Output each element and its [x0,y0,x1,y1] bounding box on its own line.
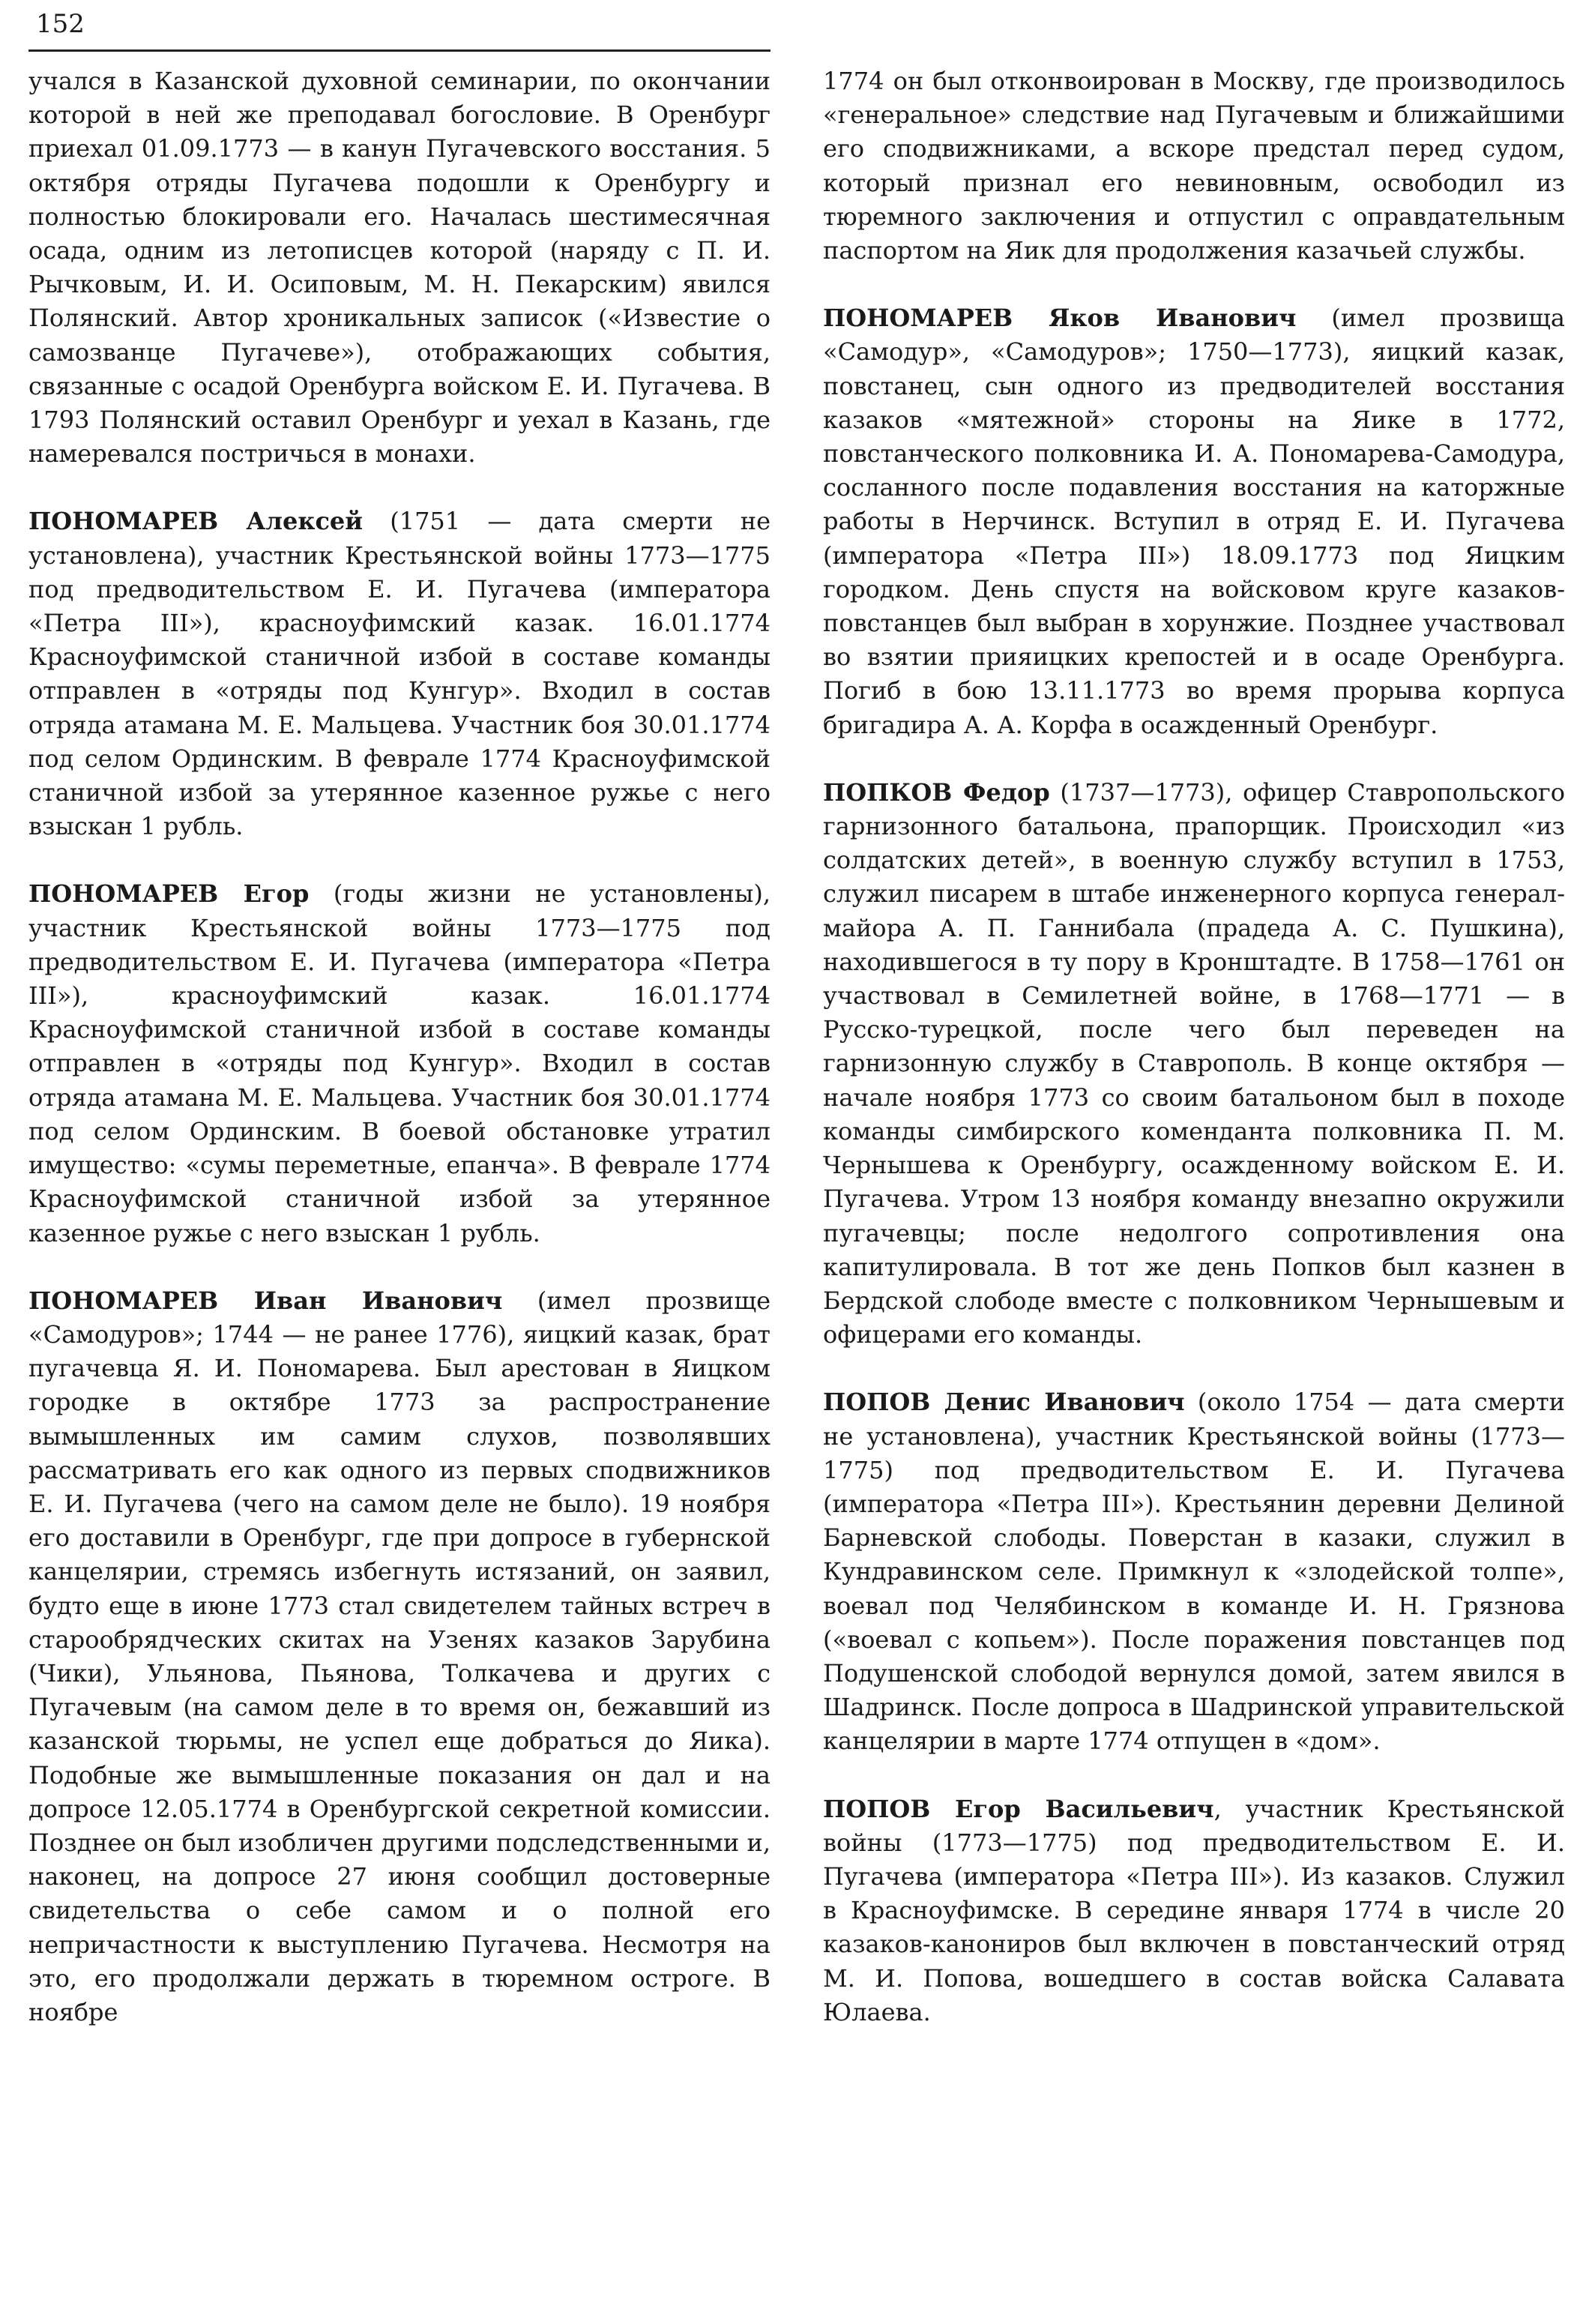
entry-paragraph [823,1792,1565,2029]
entry-headword: ПОНОМАРЕВ Егор [28,879,310,909]
entry-headword: ПОПКОВ Федор [823,777,1050,807]
entry-headword: ПОНОМАРЕВ Алексей [28,507,364,536]
entry-paragraph [823,776,1565,1352]
entry-text: (годы жизни не установлены), участник Крестьянской войны 1773—1775 под предводительством Е. И. Пугачева (императора «Петра III»), красноуфимский казак. 16.01.1774 Красноуфимской станичной избой в составе команды отправлен в «отряды под Кунгур». Входил в состав отряда атамана М. Е. Мальцева. Участник боя 30.01.1774 под селом Ординским. В боевой обстановке утратил имущество: «сумы переметные, епанча». В феврале 1774 Красноуфимской станичной избой за утерянное казенное ружье с него взыскан 1 рубль. [28,879,771,1247]
entry-paragraph [28,1284,771,2029]
entry-paragraph [28,64,771,471]
header-rule [28,49,771,52]
entry-text: , участник Крестьянской войны (1773—1775) под предводительством Е. И. Пугачева (императора «Петра III»). Из казаков. Служил в Красноуфимске. В середине января 1774 в числе 20 казаков-канониров был включен в повстанческий отряд М. И. Попова, вошедшего в состав войска Салавата Юлаева. [823,1794,1566,2026]
right-column [823,64,1565,2063]
entry-paragraph [823,1385,1565,1758]
left-column [28,64,771,2063]
entry-paragraph [823,64,1565,268]
entry-headword: ПОПОВ Егор Васильевич [823,1794,1214,1823]
entry-text: (около 1754 — дата смерти не установлена), участник Крестьянской войны (1773—1775) под предводительством Е. И. Пугачева (императора «Петра III»). Крестьянин деревни Делиной Барневской слободы. Поверстан в казаки, служил в Кундравинском селе. Примкнул к «злодейской толпе», воевал под Челябинском в команде И. Н. Грязнова («воевал с копьем»). После поражения повстанцев под Подушенской слободой вернулся домой, затем явился в Шадринск. После допроса в Шадринской управительской канцелярии в марте 1774 отпущен в «дом». [823,1388,1566,1756]
entry-headword: ПОНОМАРЕВ Яков Иванович [823,304,1297,333]
entry-paragraph [28,877,771,1250]
entry-paragraph [28,505,771,843]
entry-paragraph [823,301,1565,742]
entry-text: 1774 он был отконвоирован в Москву, где производилось «генеральное» следствие над Пугачевым и ближайшими его сподвижниками, а вскоре предстал перед судом, который признал его невиновным, освободил из тюремного заключения и отпустил с оправдательным паспортом на Яик для продолжения казачьей службы. [823,67,1565,265]
entry-headword: ПОНОМАРЕВ Иван Иванович [28,1286,503,1315]
entry-text: (1751 — дата смерти не установлена), участник Крестьянской войны 1773—1775 под предводительством Е. И. Пугачева (императора «Петра III»), красноуфимский казак. 16.01.1774 Красноуфимской станичной избой в составе команды отправлен в «отряды под Кунгур». Входил в состав отряда атамана М. Е. Мальцева. Участник боя 30.01.1774 под селом Ординским. В феврале 1774 Красноуфимской станичной избой за утерянное казенное ружье с него взыскан 1 рубль. [28,507,771,841]
entry-headword: ПОПОВ Денис Иванович [823,1388,1185,1417]
entry-text: (1737—1773), офицер Ставропольского гарнизонного батальона, прапорщик. Происходил «из солдатских детей», в военную службу вступил в 1753, служил писарем в штабе инженерного корпуса генерал-майора А. П. Ганнибала (прадеда А. С. Пушкина), находившегося в ту пору в Кронштадте. В 1758—1761 он участвовал в Семилетней войне, в 1768—1771 — в Русско-турецкой, после чего был переведен на гарнизонную службу в Ставрополь. В конце октября — начале ноября 1773 со своим батальоном был в походе команды симбирского коменданта полковника П. М. Чернышева к Оренбургу, осажденному войском Е. И. Пугачева. Утром 13 ноября команду внезапно окружили пугачевцы; после недолгого сопротивления она капитулировала. В тот же день Попков был казнен в Бердской слободе вместе с полковником Чернышевым и офицерами его команды. [823,777,1566,1349]
page-number: 152 [36,9,85,39]
entry-text: (имел прозвище «Самодуров»; 1744 — не ранее 1776), яицкий казак, брат пугачевца Я. И. Пономарева. Был арестован в Яицком городке в октябре 1773 за распространение вымышленных им самим слухов, позволявших рассматривать его как одного из первых сподвижников Е. И. Пугачева (чего на самом деле не было). 19 ноября его доставили в Оренбург, где при допросе в губернской канцелярии, стремясь избегнуть истязаний, он заявил, будто еще в июне 1773 стал свидетелем тайных встреч в старообрядческих скитах на Узенях казаков Зарубина (Чики), Ульянова, Пьянова, Толкачева и других с Пугачевым (на самом деле в то время он, бежавший из казанской тюрьмы, не успел еще добраться до Яика). Подобные же вымышленные показания он дал и на допросе 12.05.1774 в Оренбургской секретной комиссии. Позднее он был изобличен другими подследственными и, наконец, на допросе 27 июня сообщил достоверные свидетельства о себе самом и о полной его непричастности к выступлению Пугачева. Несмотря на это, его продолжали держать в тюремном остроге. В ноябре [28,1286,771,2026]
entry-text: учался в Казанской духовной семинарии, по окончании которой в ней же преподавал богословие. В Оренбург приехал 01.09.1773 — в канун Пугачевского восстания. 5 октября отряды Пугачева подошли к Оренбургу и полностью блокировали его. Началась шестимесячная осада, одним из летописцев которой (наряду с П. И. Рычковым, И. И. Осиповым, М. Н. Пекарским) явился Полянский. Автор хроникальных записок («Известие о самозванце Пугачеве»), отображающих события, связанные с осадой Оренбурга войском Е. И. Пугачева. В 1793 Полянский оставил Оренбург и уехал в Казань, где намеревался постричься в монахи. [28,67,771,469]
entry-text: (имел прозвища «Самодур», «Самодуров»; 1750—1773), яицкий казак, повстанец, сын одного из предводителей восстания казаков «мятежной» стороны на Яике в 1772, повстанческого полковника И. А. Пономарева-Самодура, сосланного после подавления восстания на каторжные работы в Нерчинск. Вступил в отряд Е. И. Пугачева (императора «Петра III») 18.09.1773 под Яицким городком. День спустя на войсковом круге казаков-повстанцев был выбран в хорунжие. Позднее участвовал во взятии прияицких крепостей и в осаде Оренбурга. Погиб в бою 13.11.1773 во время прорыва корпуса бригадира А. А. Корфа в осажденный Оренбург. [823,304,1565,739]
